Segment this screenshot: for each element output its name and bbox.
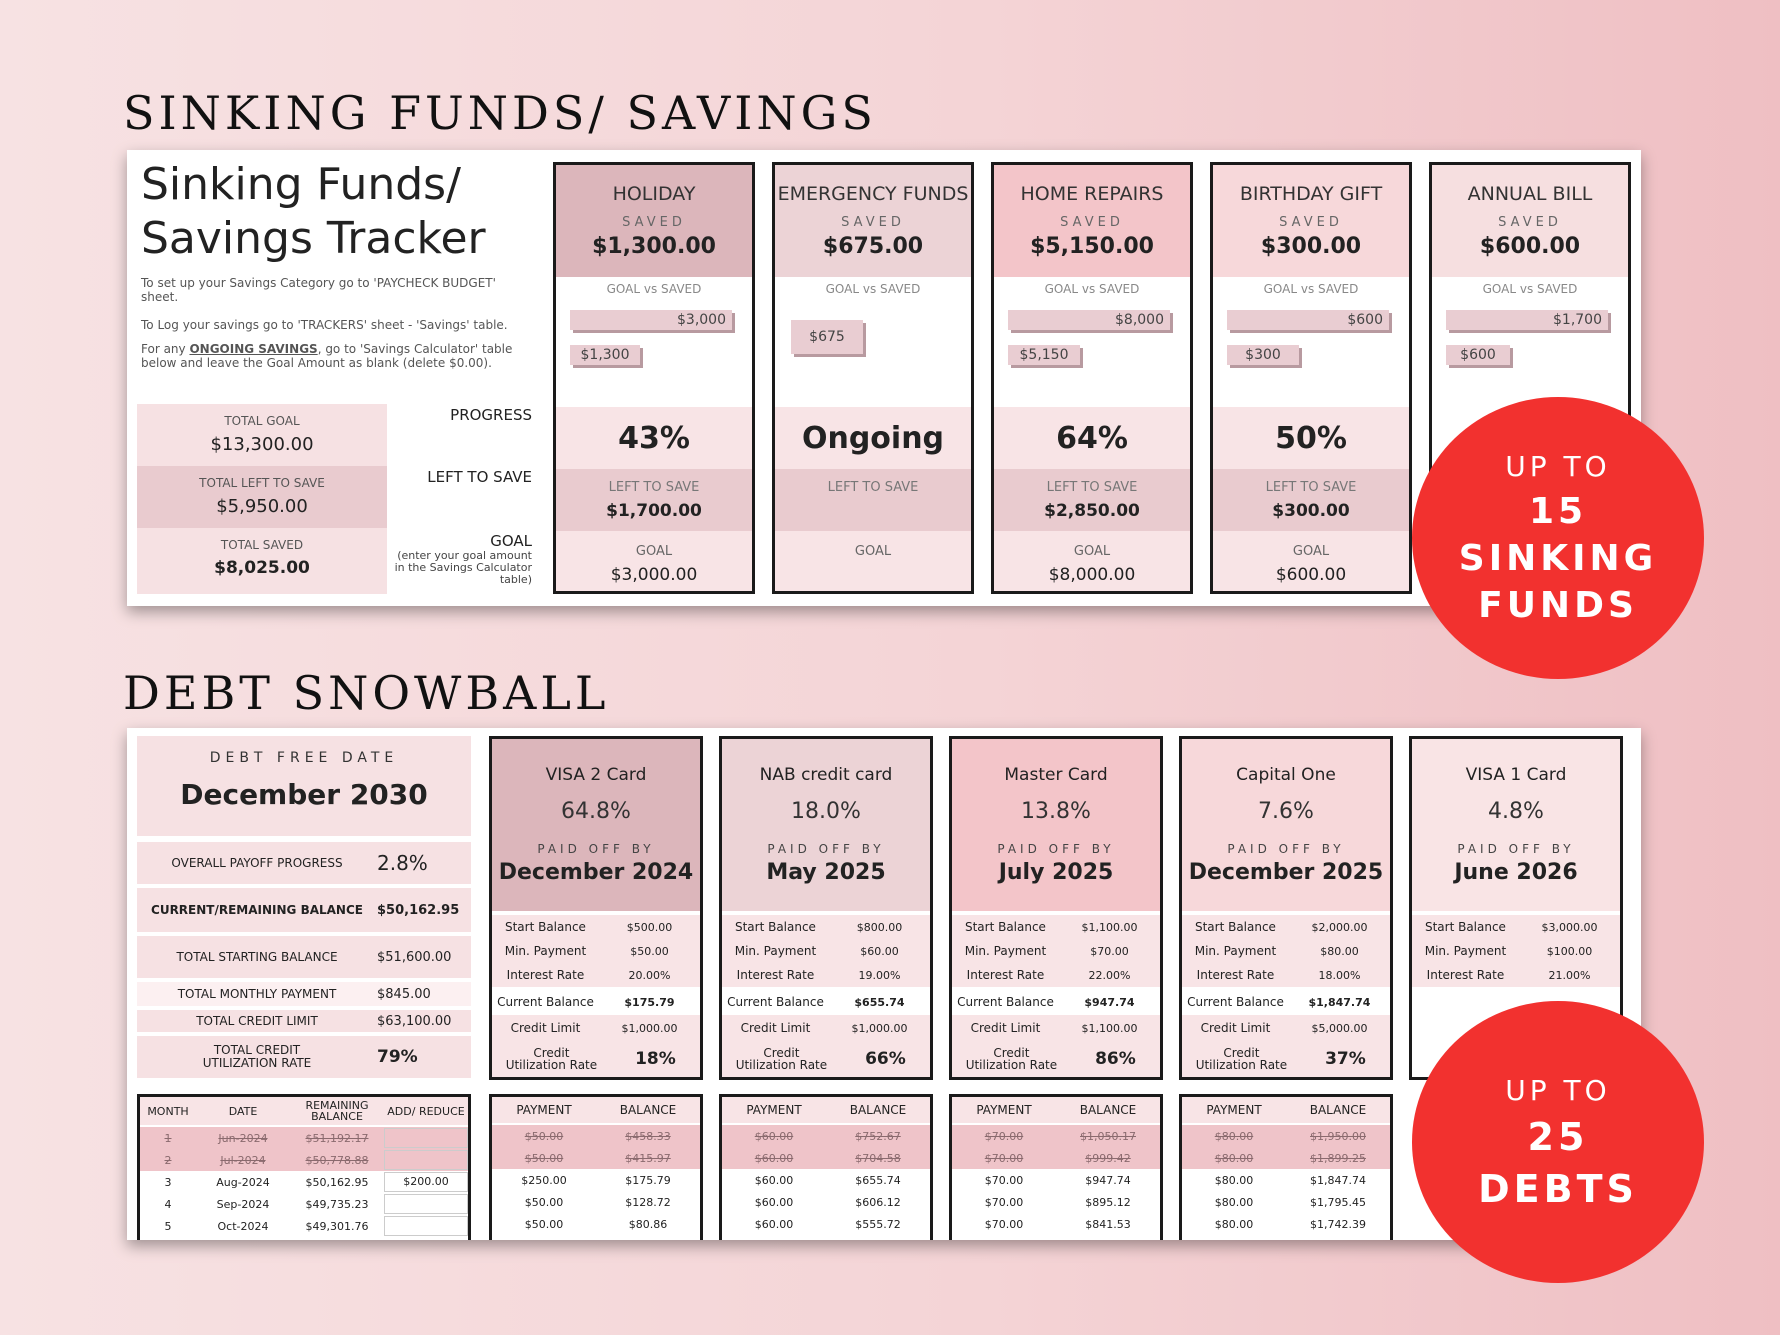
saved-bar: [1446, 345, 1510, 365]
debt-name: Master Card: [1004, 765, 1108, 785]
savings-card-name: HOLIDAY: [612, 183, 696, 205]
saved-bar-label: $5,150: [1019, 347, 1069, 363]
goal-bar: [1008, 310, 1170, 330]
utilization-row: Credit Utilization Rate 86%: [952, 1041, 1160, 1077]
paid-off-label: PAID OFF BY: [1457, 842, 1575, 856]
debt-rate: 64.8%: [561, 799, 631, 824]
progress-label: PROGRESS: [450, 406, 532, 424]
debt-card[interactable]: [489, 736, 703, 1080]
total-goal-box: TOTAL GOAL $13,300.00: [137, 404, 387, 466]
paid-off-date: May 2025: [766, 860, 886, 885]
savings-card-name: EMERGENCY FUNDS: [777, 183, 969, 205]
payment-table-header: PAYMENT BALANCE: [1182, 1097, 1390, 1123]
saved-label: SAVED: [841, 215, 905, 230]
savings-card-name: HOME REPAIRS: [1020, 183, 1164, 205]
credit-limit-row: Credit Limit $1,000.00: [492, 1015, 700, 1041]
saved-bar: [791, 320, 863, 354]
month-row: [140, 1171, 468, 1193]
savings-card[interactable]: [1210, 162, 1412, 594]
month-cell: 3: [164, 1175, 172, 1189]
debt-name: Capital One: [1236, 765, 1336, 785]
payment-table: [1179, 1094, 1393, 1240]
add-reduce-cell[interactable]: [384, 1194, 468, 1214]
summary-label: TOTAL MONTHLY PAYMENT: [177, 987, 337, 1001]
debt-card-header: [492, 739, 700, 911]
progress-value: 64%: [994, 407, 1190, 469]
saved-label: SAVED: [1279, 215, 1343, 230]
savings-card-header: [775, 165, 971, 277]
payment-table: [719, 1094, 933, 1240]
summary-label: TOTAL CREDIT UTILIZATION RATE: [202, 1043, 312, 1070]
payment-row: $80.00 $1,847.74: [1182, 1169, 1390, 1191]
goal-amount: GOAL $600.00: [1213, 531, 1409, 594]
saved-bar-label: $675: [809, 329, 845, 345]
saved-bar-label: $300: [1245, 347, 1281, 363]
total-saved-box: TOTAL SAVED $8,025.00: [137, 528, 387, 594]
payment-row: $60.00 $655.74: [722, 1169, 930, 1191]
goal-amount: GOAL: [775, 531, 971, 594]
month-cell: Aug-2024: [216, 1175, 270, 1189]
paid-off-label: PAID OFF BY: [997, 842, 1115, 856]
month-cell: 1: [164, 1131, 172, 1145]
saved-amount: $600.00: [1479, 234, 1581, 259]
add-reduce-cell[interactable]: [384, 1150, 468, 1170]
saved-bar-label: $600: [1460, 347, 1496, 363]
current-balance-row: Current Balance $1,847.74: [1182, 989, 1390, 1015]
goal-bar-label: $1,700: [1553, 312, 1602, 328]
badge-sinking-funds: UP TO 15 SINKING FUNDS: [1412, 397, 1704, 679]
detail-row: Start Balance $800.00: [722, 915, 930, 939]
debt-name: VISA 2 Card: [545, 765, 647, 785]
saved-bar: [1227, 345, 1299, 365]
summary-value: $51,600.00: [377, 949, 452, 965]
saved-label: SAVED: [622, 215, 686, 230]
payment-row: $60.00 $752.67: [722, 1125, 930, 1147]
month-cell: $51,192.17: [305, 1131, 369, 1145]
debt-rate: 13.8%: [1021, 799, 1091, 824]
goal-bar-label: $600: [1347, 312, 1383, 328]
debt-name: NAB credit card: [759, 765, 893, 785]
savings-card[interactable]: [772, 162, 974, 594]
detail-row: Min. Payment $100.00: [1412, 939, 1620, 963]
detail-row: Start Balance $1,100.00: [952, 915, 1160, 939]
payment-row: $80.00 $1,795.45: [1182, 1191, 1390, 1213]
current-balance-row: Current Balance $947.74: [952, 989, 1160, 1015]
debt-card[interactable]: [1179, 736, 1393, 1080]
payment-table: [489, 1094, 703, 1240]
month-row: [140, 1149, 468, 1171]
progress-value: 43%: [556, 407, 752, 469]
payment-row: $50.00 $128.72: [492, 1191, 700, 1213]
debt-card[interactable]: [719, 736, 933, 1080]
detail-row: Min. Payment $60.00: [722, 939, 930, 963]
month-cell: 5: [164, 1219, 172, 1233]
debt-heading: DEBT SNOWBALL: [123, 666, 610, 720]
add-reduce-cell[interactable]: [384, 1216, 468, 1236]
saved-bar: [570, 345, 640, 365]
add-reduce-cell[interactable]: $200.00: [384, 1172, 468, 1192]
month-table-header: MONTH DATE REMAINING BALANCE ADD/ REDUCE: [140, 1097, 468, 1125]
detail-row: Start Balance $2,000.00: [1182, 915, 1390, 939]
summary-value: 2.8%: [377, 851, 428, 875]
month-cell: Sep-2024: [216, 1197, 270, 1211]
month-cell: $50,162.95: [305, 1175, 369, 1189]
utilization-row: Credit Utilization Rate 66%: [722, 1041, 930, 1077]
summary-row: [137, 980, 471, 1006]
summary-row: [137, 840, 471, 884]
paid-off-label: PAID OFF BY: [1227, 842, 1345, 856]
summary-value: $63,100.00: [377, 1013, 452, 1029]
saved-label: SAVED: [1060, 215, 1124, 230]
left-to-save: LEFT TO SAVE $2,850.00: [994, 469, 1190, 531]
goal-vs-saved-label: GOAL vs SAVED: [825, 282, 921, 296]
paid-off-label: PAID OFF BY: [537, 842, 655, 856]
savings-card[interactable]: [553, 162, 755, 594]
summary-row: [137, 1034, 471, 1078]
savings-card-header: [556, 165, 752, 277]
tracker-title: Sinking Funds/ Savings Tracker: [141, 159, 486, 264]
saved-label: SAVED: [1498, 215, 1562, 230]
current-balance-row: Current Balance $175.79: [492, 989, 700, 1015]
saved-bar: [1008, 345, 1080, 365]
savings-card-header: [1213, 165, 1409, 277]
debt-card-header: [1412, 739, 1620, 911]
summary-label: TOTAL CREDIT LIMIT: [196, 1014, 318, 1028]
saved-amount: $5,150.00: [1030, 234, 1154, 259]
payment-row: $70.00 $999.42: [952, 1147, 1160, 1169]
progress-value: 50%: [1213, 407, 1409, 469]
goal-vs-saved-label: GOAL vs SAVED: [1044, 282, 1140, 296]
savings-card-name: BIRTHDAY GIFT: [1239, 183, 1383, 205]
month-cell: Jul-2024: [220, 1153, 266, 1167]
ongoing-savings-link[interactable]: ONGOING SAVINGS: [189, 342, 318, 356]
saved-amount: $300.00: [1260, 234, 1362, 259]
goal-vs-saved-label: GOAL vs SAVED: [1482, 282, 1578, 296]
month-cell: $49,735.23: [305, 1197, 369, 1211]
payment-row: $50.00 $80.86: [492, 1213, 700, 1235]
savings-card-name: ANNUAL BILL: [1467, 183, 1593, 205]
detail-row: Interest Rate 21.00%: [1412, 963, 1620, 987]
debt-rate: 7.6%: [1258, 799, 1314, 824]
month-cell: Oct-2024: [217, 1219, 269, 1233]
payment-row: $80.00 $1,950.00: [1182, 1125, 1390, 1147]
progress-value: Ongoing: [775, 407, 971, 469]
detail-row: Start Balance $3,000.00: [1412, 915, 1620, 939]
payment-row: $250.00 $175.79: [492, 1169, 700, 1191]
detail-row: Interest Rate 20.00%: [492, 963, 700, 987]
month-row: [140, 1193, 468, 1215]
payment-row: $60.00 $606.12: [722, 1191, 930, 1213]
debt-card-header: [1182, 739, 1390, 911]
detail-row: Interest Rate 19.00%: [722, 963, 930, 987]
left-to-save-label: LEFT TO SAVE: [427, 468, 532, 486]
goal-vs-saved-label: GOAL vs SAVED: [1263, 282, 1359, 296]
month-cell: Jun-2024: [218, 1131, 268, 1145]
goal-bar: [1227, 310, 1389, 330]
debt-rate: 4.8%: [1488, 799, 1544, 824]
payment-row: $80.00 $1,899.25: [1182, 1147, 1390, 1169]
summary-label: TOTAL STARTING BALANCE: [176, 950, 338, 964]
goal-amount: GOAL $8,000.00: [994, 531, 1190, 594]
goal-vs-saved-label: GOAL vs SAVED: [606, 282, 702, 296]
savings-card[interactable]: [991, 162, 1193, 594]
paid-off-date: July 2025: [998, 860, 1114, 885]
left-to-save: LEFT TO SAVE: [775, 469, 971, 531]
credit-limit-row: Credit Limit $1,100.00: [952, 1015, 1160, 1041]
credit-limit-row: Credit Limit $5,000.00: [1182, 1015, 1390, 1041]
payment-table-header: PAYMENT BALANCE: [952, 1097, 1160, 1123]
total-left-box: TOTAL LEFT TO SAVE $5,950.00: [137, 466, 387, 528]
month-cell: $50,778.88: [305, 1153, 369, 1167]
month-cell: 2: [164, 1153, 172, 1167]
month-row: [140, 1215, 468, 1237]
debt-card-header: [952, 739, 1160, 911]
goal-bar-label: $8,000: [1115, 312, 1164, 328]
paid-off-date: December 2025: [1188, 860, 1384, 885]
month-cell: 4: [164, 1197, 172, 1211]
summary-value: 79%: [377, 1047, 418, 1067]
goal-bar: [1446, 310, 1608, 330]
payment-row: $70.00 $841.53: [952, 1213, 1160, 1235]
saved-amount: $1,300.00: [592, 234, 716, 259]
detail-row: Min. Payment $50.00: [492, 939, 700, 963]
add-reduce-cell[interactable]: [384, 1128, 468, 1148]
goal-label: GOAL: [490, 532, 532, 550]
paid-off-date: December 2024: [498, 860, 694, 885]
goal-amount: GOAL $3,000.00: [556, 531, 752, 594]
paid-off-date: June 2026: [1454, 860, 1578, 885]
saved-amount: $675.00: [822, 234, 924, 259]
saved-bar-label: $1,300: [580, 347, 630, 363]
payment-row: $50.00 $415.97: [492, 1147, 700, 1169]
summary-row: [137, 1008, 471, 1032]
badge-debts: UP TO 25 DEBTS: [1412, 1001, 1704, 1283]
payment-row: $70.00 $947.74: [952, 1169, 1160, 1191]
summary-row: [137, 886, 471, 932]
utilization-row: Credit Utilization Rate 37%: [1182, 1041, 1390, 1077]
paid-off-label: PAID OFF BY: [767, 842, 885, 856]
detail-row: Min. Payment $80.00: [1182, 939, 1390, 963]
savings-card-header: [994, 165, 1190, 277]
current-balance-row: Current Balance $655.74: [722, 989, 930, 1015]
detail-row: Interest Rate 22.00%: [952, 963, 1160, 987]
month-row: [140, 1127, 468, 1149]
payment-table: [949, 1094, 1163, 1240]
payment-row: $70.00 $895.12: [952, 1191, 1160, 1213]
payment-row: $80.00 $1,742.39: [1182, 1213, 1390, 1235]
month-cell: $49,301.76: [305, 1219, 369, 1233]
payment-table-header: PAYMENT BALANCE: [722, 1097, 930, 1123]
payment-row: $60.00 $555.72: [722, 1213, 930, 1235]
detail-row: Min. Payment $70.00: [952, 939, 1160, 963]
credit-limit-row: Credit Limit $1,000.00: [722, 1015, 930, 1041]
payment-table-header: PAYMENT BALANCE: [492, 1097, 700, 1123]
savings-card-header: [1432, 165, 1628, 277]
payment-row: $60.00 $704.58: [722, 1147, 930, 1169]
month-table: [137, 1094, 471, 1240]
utilization-row: Credit Utilization Rate 18%: [492, 1041, 700, 1077]
summary-label: CURRENT/REMAINING BALANCE: [151, 903, 363, 917]
debt-card[interactable]: [949, 736, 1163, 1080]
detail-row: Interest Rate 18.00%: [1182, 963, 1390, 987]
goal-note: (enter your goal amount in the Savings Calculator table): [394, 549, 532, 586]
debt-free-box: DEBT FREE DATE December 2030: [137, 736, 471, 836]
debt-rate: 18.0%: [791, 799, 861, 824]
detail-row: Start Balance $500.00: [492, 915, 700, 939]
left-to-save: LEFT TO SAVE $300.00: [1213, 469, 1409, 531]
summary-value: $845.00: [377, 986, 431, 1002]
payment-row: $50.00 $458.33: [492, 1125, 700, 1147]
instructions: To set up your Savings Category go to 'PAYCHECK BUDGET' sheet. To Log your savings go to 'TRACKERS' sheet - 'Savings' table. For any ONGOING SAVINGS, go to 'Savings Calculator' table below and leave the Goal Amount as blank (delete $0.00).: [141, 276, 513, 370]
debt-name: VISA 1 Card: [1465, 765, 1567, 785]
sinking-heading: SINKING FUNDS/ SAVINGS: [123, 86, 877, 140]
summary-label: OVERALL PAYOFF PROGRESS: [171, 856, 343, 870]
debt-card-header: [722, 739, 930, 911]
left-to-save: LEFT TO SAVE $1,700.00: [556, 469, 752, 531]
summary-row: [137, 934, 471, 978]
summary-value: $50,162.95: [377, 902, 460, 918]
goal-bar-label: $3,000: [677, 312, 726, 328]
goal-bar: [570, 310, 732, 330]
payment-row: $70.00 $1,050.17: [952, 1125, 1160, 1147]
